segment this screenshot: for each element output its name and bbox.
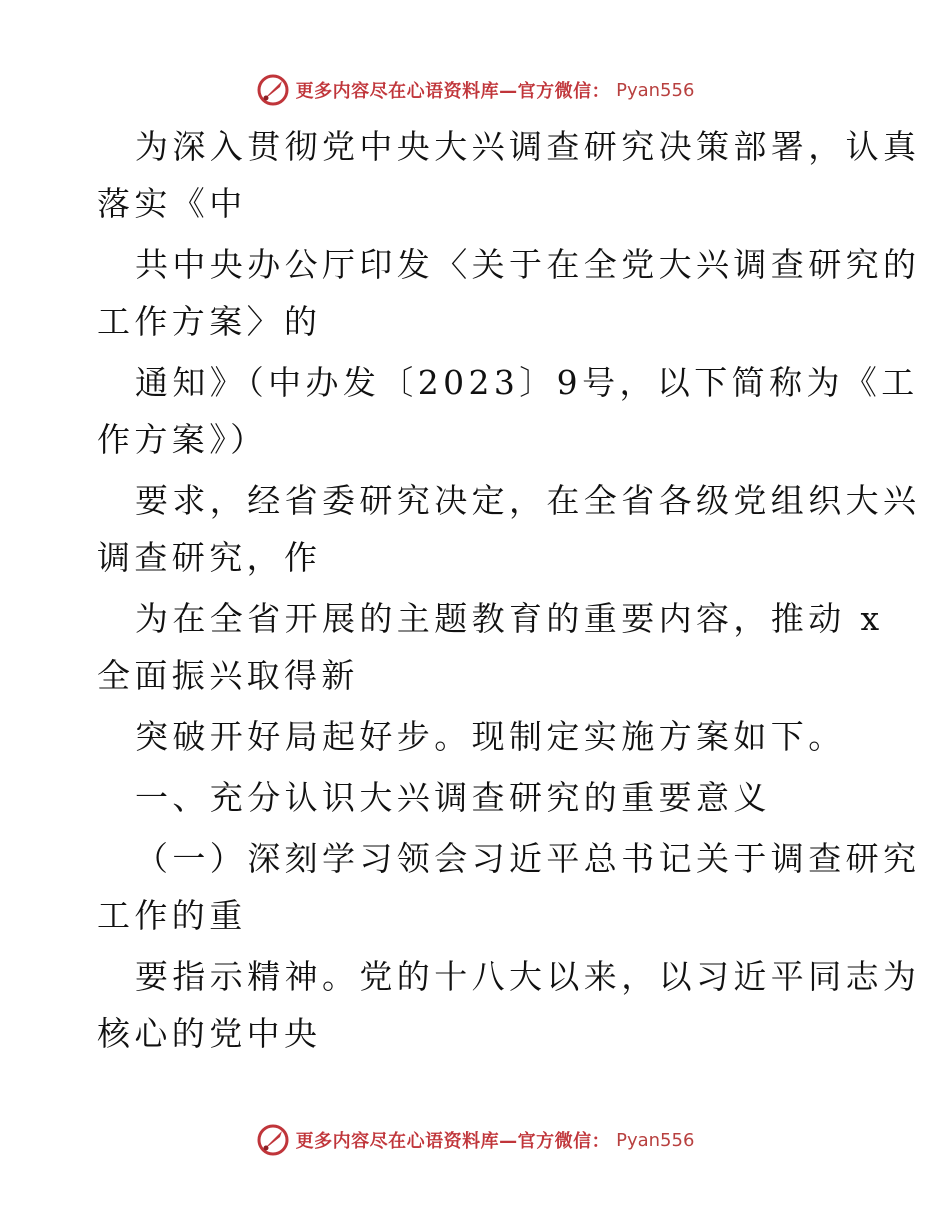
- text-line: 工作方案〉的: [97, 302, 322, 341]
- watermark-brand: 更多内容尽在心语资料库—官方微信：: [295, 1131, 611, 1152]
- text-line: 通知》（中办发〔2023〕9号，以下简称为《工: [135, 363, 919, 402]
- text-line: 要求，经省委研究决定，在全省各级党组织大兴: [135, 481, 921, 520]
- text-line: 核心的党中央: [97, 1014, 322, 1053]
- text-line: 作方案》）: [97, 420, 268, 459]
- paragraph: [97, 590, 884, 704]
- paragraph: [97, 118, 921, 232]
- text-line: 落实《中: [97, 184, 247, 223]
- text-line: 为在全省开展的主题教育的重要内容，推动 x: [135, 599, 884, 638]
- text-line: 要指示精神。党的十八大以来，以习近平同志为: [135, 957, 921, 996]
- paragraph: [97, 236, 921, 350]
- quill-pen-seal-icon: [256, 73, 290, 107]
- watermark-handle: Pyan556: [616, 1129, 695, 1151]
- watermark-brand: 更多内容尽在心语资料库—官方微信：: [295, 81, 611, 102]
- text-line: 调查研究，作: [97, 538, 322, 577]
- text-line: 突破开好局起好步。现制定实施方案如下。: [135, 717, 846, 756]
- text-line: （一）深刻学习领会习近平总书记关于调查研究: [135, 839, 921, 878]
- paragraph: [97, 354, 919, 468]
- text-line: 共中央办公厅印发〈关于在全党大兴调查研究的: [135, 245, 921, 284]
- text-line: 工作的重: [97, 896, 247, 935]
- paragraph: [97, 472, 921, 586]
- header-watermark: [0, 70, 950, 110]
- footer-watermark: [0, 1120, 950, 1160]
- text-line: 全面振兴取得新: [97, 656, 359, 695]
- section-heading: [97, 769, 857, 826]
- text-line: 为深入贯彻党中央大兴调查研究决策部署，认真: [135, 127, 921, 166]
- paragraph: [97, 708, 857, 765]
- paragraph: [97, 948, 921, 1062]
- watermark-handle: Pyan556: [616, 79, 695, 101]
- paragraph: [97, 830, 921, 944]
- text-line: 一、充分认识大兴调查研究的重要意义: [135, 778, 771, 817]
- quill-pen-seal-icon: [256, 1123, 290, 1157]
- document-body: [97, 118, 921, 1066]
